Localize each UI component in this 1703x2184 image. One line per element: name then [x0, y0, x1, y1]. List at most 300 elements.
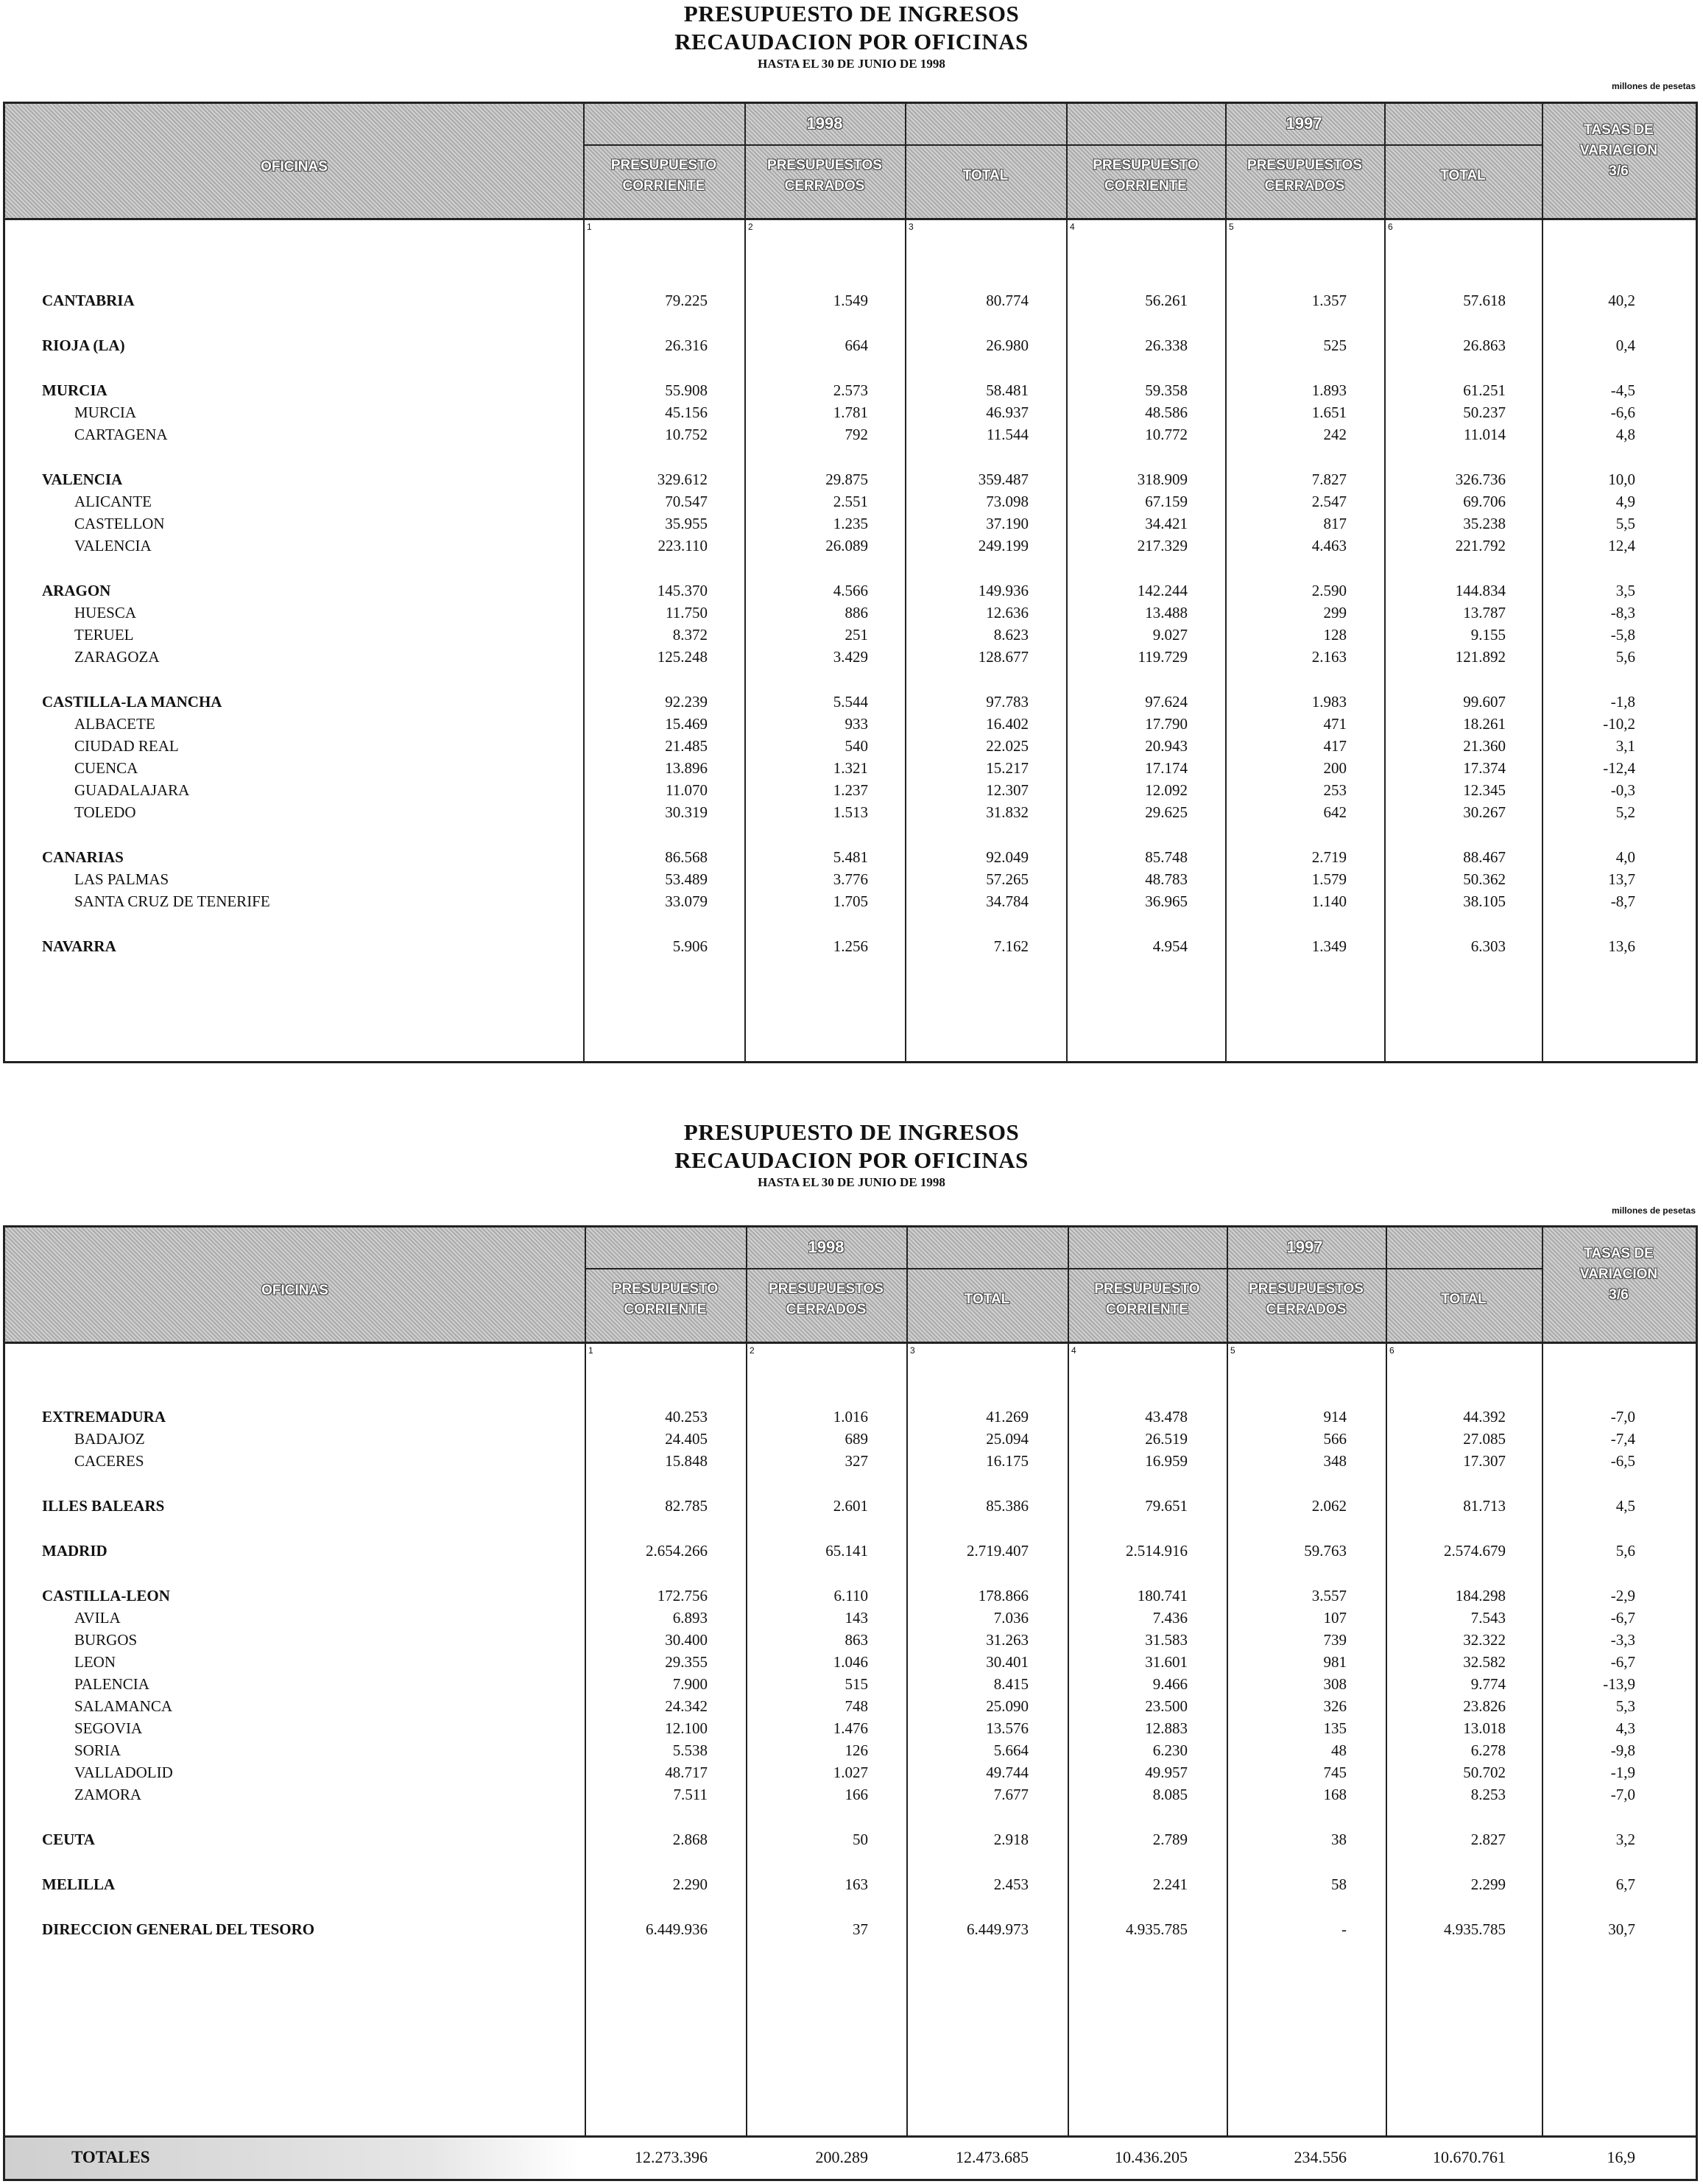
totals-label: TOTALES	[71, 2148, 150, 2166]
table-row	[5, 626, 1696, 648]
cell-value: 1.016	[833, 1408, 868, 1426]
header-year-1998: 1998	[806, 114, 843, 133]
header-year-1997: 1997	[1286, 114, 1322, 133]
header-total-1997: TOTAL	[1440, 168, 1486, 183]
cell-value: -6,6	[1610, 404, 1635, 421]
cell-value: 143	[845, 1609, 868, 1627]
table-row	[5, 870, 1696, 892]
column-number: 6	[1389, 1345, 1395, 1356]
cell-value: -3,3	[1610, 1631, 1635, 1649]
cell-value: 48.586	[1145, 404, 1188, 421]
cell-value: 2.514.916	[1126, 1542, 1188, 1560]
header-total-1998: TOTAL	[964, 1292, 1010, 1307]
office-label: CANARIAS	[42, 848, 124, 866]
office-label: CASTELLON	[74, 515, 165, 532]
column-number: 1	[588, 1345, 593, 1356]
cell-value: 7.827	[1311, 471, 1347, 488]
cell-value: 0,4	[1615, 337, 1635, 354]
office-label: MELILLA	[42, 1875, 116, 1893]
office-label: GUADALAJARA	[74, 781, 190, 799]
cell-value: 145.370	[657, 582, 708, 599]
cell-value: 1.651	[1311, 404, 1347, 421]
cell-value: 6.278	[1470, 1741, 1506, 1759]
cell-value: 1.983	[1311, 693, 1347, 711]
office-label: ARAGON	[42, 582, 111, 599]
cell-value: 12.636	[986, 604, 1029, 621]
table-row	[5, 693, 1696, 715]
table-row	[5, 1653, 1696, 1675]
table-row	[5, 1786, 1696, 1808]
cell-value: -13,9	[1603, 1675, 1635, 1693]
cell-value: 3.557	[1311, 1587, 1347, 1604]
cell-value: 7.900	[672, 1675, 708, 1693]
table-row	[5, 1631, 1696, 1653]
cell-value: 26.338	[1145, 337, 1188, 354]
cell-value: 1.237	[833, 781, 868, 799]
cell-value: 748	[845, 1697, 868, 1715]
cell-value: 249.199	[978, 537, 1029, 554]
office-label: ALBACETE	[74, 715, 155, 733]
cell-value: 79.225	[665, 292, 708, 309]
cell-value: 359.487	[978, 471, 1029, 488]
cell-value: 4.935.785	[1444, 1920, 1506, 1938]
cell-value: 327	[845, 1452, 868, 1470]
cell-value: 15.848	[665, 1452, 708, 1470]
cell-value: 223.110	[657, 537, 708, 554]
cell-value: 3.776	[833, 870, 868, 888]
table-row	[5, 426, 1696, 448]
report-subtitle: RECAUDACION POR OFICINAS	[674, 1147, 1029, 1173]
cell-value: 1.256	[833, 937, 868, 955]
header-presupuestos-cerrados-1998: PRESUPUESTOS CERRADOS	[767, 158, 882, 194]
cell-value: 29.355	[665, 1653, 708, 1671]
cell-value: 30.267	[1463, 803, 1506, 821]
cell-value: -6,7	[1610, 1653, 1635, 1671]
cell-value: 56.261	[1145, 292, 1188, 309]
cell-value: 4,5	[1615, 1497, 1635, 1515]
cell-value: 4,9	[1615, 493, 1635, 510]
column-number: 6	[1388, 222, 1393, 232]
cell-value: 35.238	[1463, 515, 1506, 532]
cell-value: -10,2	[1603, 715, 1635, 733]
cell-value: 1.357	[1311, 292, 1347, 309]
cell-value: 348	[1323, 1452, 1347, 1470]
cell-value: -12,4	[1603, 759, 1635, 777]
office-label: HUESCA	[74, 604, 137, 621]
cell-value: 128	[1323, 626, 1347, 644]
cell-value: -1,9	[1610, 1764, 1635, 1781]
cell-value: 6.230	[1152, 1741, 1188, 1759]
cell-value: 49.744	[986, 1764, 1029, 1781]
cell-value: 81.713	[1463, 1497, 1506, 1515]
cell-value: -7,4	[1610, 1430, 1635, 1448]
cell-value: 739	[1323, 1631, 1347, 1649]
cell-value: 4.954	[1152, 937, 1188, 955]
header-tasas-variacion: TASAS DE VARIACION 3/6	[1579, 122, 1658, 179]
cell-value: 1.579	[1311, 870, 1347, 888]
cell-value: 1.549	[833, 292, 868, 309]
cell-value: 5.664	[993, 1741, 1029, 1759]
cell-value: 2.573	[833, 381, 868, 399]
cell-value: 13.896	[665, 759, 708, 777]
cell-value: 65.141	[825, 1542, 868, 1560]
cell-value: 6.303	[1470, 937, 1506, 955]
cell-value: 30,7	[1608, 1920, 1635, 1938]
cell-value: 26.863	[1463, 337, 1506, 354]
totals-value: 10.670.761	[1433, 2148, 1506, 2166]
table-header	[5, 104, 1696, 220]
table-row	[5, 292, 1696, 314]
cell-value: 29.625	[1145, 803, 1188, 821]
cell-value: 24.342	[665, 1697, 708, 1715]
table-row	[5, 1719, 1696, 1741]
office-label: AVILA	[74, 1609, 121, 1627]
cell-value: 11.544	[987, 426, 1029, 443]
office-label: ALICANTE	[74, 493, 152, 510]
column-number: 1	[587, 222, 592, 232]
cell-value: 24.405	[665, 1430, 708, 1448]
cell-value: 121.892	[1455, 648, 1506, 666]
cell-value: 792	[845, 426, 868, 443]
header-presupuesto-corriente-1997: PRESUPUESTO CORRIENTE	[1093, 158, 1199, 194]
office-label: CUENCA	[74, 759, 138, 777]
cell-value: 9.155	[1470, 626, 1506, 644]
cell-value: 3,2	[1615, 1831, 1635, 1848]
totals-value: 12.273.396	[635, 2148, 708, 2166]
cell-value: 125.248	[657, 648, 708, 666]
cell-value: 17.790	[1145, 715, 1188, 733]
cell-value: 33.079	[665, 892, 708, 910]
table-row	[5, 937, 1696, 959]
cell-value: 41.269	[986, 1408, 1029, 1426]
cell-value: 417	[1323, 737, 1347, 755]
cell-value: 38	[1331, 1831, 1347, 1848]
table-row	[5, 1542, 1696, 1564]
cell-value: 26.316	[665, 337, 708, 354]
cell-value: 2.241	[1152, 1875, 1188, 1893]
cell-value: 4,3	[1615, 1719, 1635, 1737]
table-row	[5, 781, 1696, 803]
cell-value: 31.832	[986, 803, 1029, 821]
cell-value: -9,8	[1610, 1741, 1635, 1759]
cell-value: 23.500	[1145, 1697, 1188, 1715]
cell-value: -0,3	[1610, 781, 1635, 799]
cell-value: 17.307	[1463, 1452, 1506, 1470]
cell-value: 10,0	[1608, 471, 1635, 488]
office-label: SORIA	[74, 1741, 121, 1759]
office-label: VALLADOLID	[74, 1764, 173, 1781]
table-header	[5, 1227, 1696, 1344]
cell-value: 1.321	[833, 759, 868, 777]
cell-value: 97.783	[986, 693, 1029, 711]
table-row	[5, 1675, 1696, 1697]
cell-value: 40.253	[665, 1408, 708, 1426]
cell-value: 4.463	[1311, 537, 1347, 554]
cell-value: -1,8	[1610, 693, 1635, 711]
cell-value: 40,2	[1608, 292, 1635, 309]
table-row	[5, 1609, 1696, 1631]
cell-value: 5.538	[672, 1741, 708, 1759]
cell-value: 664	[845, 337, 868, 354]
cell-value: 8.085	[1152, 1786, 1188, 1803]
cell-value: 10.772	[1145, 426, 1188, 443]
cell-value: 5,6	[1615, 648, 1635, 666]
cell-value: 37.190	[986, 515, 1029, 532]
cell-value: 1.027	[833, 1764, 868, 1781]
report-date: HASTA EL 30 DE JUNIO DE 1998	[758, 57, 945, 71]
totals-value: 200.289	[815, 2148, 868, 2166]
cell-value: 163	[845, 1875, 868, 1893]
cell-value: 26.089	[825, 537, 868, 554]
table-row	[5, 759, 1696, 781]
cell-value: 2.574.679	[1444, 1542, 1506, 1560]
cell-value: 12.345	[1463, 781, 1506, 799]
cell-value: -8,7	[1610, 892, 1635, 910]
cell-value: 1.046	[833, 1653, 868, 1671]
office-label: SANTA CRUZ DE TENERIFE	[74, 892, 270, 910]
cell-value: 2.868	[672, 1831, 708, 1848]
cell-value: 36.965	[1145, 892, 1188, 910]
cell-value: 26.519	[1145, 1430, 1188, 1448]
cell-value: 6,7	[1615, 1875, 1635, 1893]
cell-value: 30.319	[665, 803, 708, 821]
office-label: ZARAGOZA	[74, 648, 160, 666]
cell-value: 253	[1323, 781, 1347, 799]
table-row	[5, 1430, 1696, 1452]
cell-value: 1.140	[1311, 892, 1347, 910]
header-presupuestos-cerrados-1998: PRESUPUESTOS CERRADOS	[769, 1281, 884, 1317]
cell-value: 2.299	[1470, 1875, 1506, 1893]
header-year-1997: 1997	[1286, 1238, 1323, 1256]
table-row	[5, 1587, 1696, 1609]
cell-value: 6.110	[833, 1587, 868, 1604]
cell-value: 172.756	[657, 1587, 708, 1604]
table-row	[5, 803, 1696, 825]
table-row	[5, 493, 1696, 515]
cell-value: 12,4	[1608, 537, 1635, 554]
header-presupuestos-cerrados-1997: PRESUPUESTOS CERRADOS	[1249, 1281, 1364, 1317]
cell-value: 50.362	[1463, 870, 1506, 888]
cell-value: 34.421	[1145, 515, 1188, 532]
revenue-table	[3, 1225, 1698, 2181]
cell-value: 1.235	[833, 515, 868, 532]
cell-value: 31.263	[986, 1631, 1029, 1649]
column-number: 4	[1071, 1345, 1076, 1356]
cell-value: 92.239	[665, 693, 708, 711]
cell-value: 50	[853, 1831, 868, 1848]
cell-value: 32.322	[1463, 1631, 1506, 1649]
cell-value: 4.935.785	[1126, 1920, 1188, 1938]
office-label: CASTILLA-LA MANCHA	[42, 693, 222, 711]
cell-value: 2.547	[1311, 493, 1347, 510]
cell-value: 12.092	[1145, 781, 1188, 799]
cell-value: 149.936	[978, 582, 1029, 599]
cell-value: 12.100	[665, 1719, 708, 1737]
cell-value: 9.774	[1470, 1675, 1506, 1693]
table-row	[5, 1697, 1696, 1719]
office-label: RIOJA (LA)	[42, 337, 125, 354]
cell-value: 7.036	[993, 1609, 1029, 1627]
cell-value: 29.875	[825, 471, 868, 488]
cell-value: 5,2	[1615, 803, 1635, 821]
cell-value: 128.677	[978, 648, 1029, 666]
cell-value: 7.543	[1470, 1609, 1506, 1627]
report-date: HASTA EL 30 DE JUNIO DE 1998	[758, 1175, 945, 1189]
cell-value: 16.959	[1145, 1452, 1188, 1470]
table-row	[5, 471, 1696, 493]
column-number: 3	[910, 1345, 915, 1356]
cell-value: 1.705	[833, 892, 868, 910]
cell-value: 48.783	[1145, 870, 1188, 888]
cell-value: 5,6	[1615, 1542, 1635, 1560]
cell-value: 88.467	[1463, 848, 1506, 866]
cell-value: 326.736	[1455, 471, 1506, 488]
table-row	[5, 1920, 1696, 1942]
office-label: MURCIA	[42, 381, 107, 399]
report-title: PRESUPUESTO DE INGRESOS	[683, 1, 1020, 27]
sheet-2-title-block	[0, 1119, 1703, 1191]
cell-value: 11.070	[666, 781, 708, 799]
cell-value: 48	[1331, 1741, 1347, 1759]
table-row	[5, 381, 1696, 404]
cell-value: 16.402	[986, 715, 1029, 733]
cell-value: 82.785	[665, 1497, 708, 1515]
office-label: DIRECCION GENERAL DEL TESORO	[42, 1920, 315, 1938]
totals-value: 12.473.685	[956, 2148, 1029, 2166]
totals-value: 10.436.205	[1115, 2148, 1188, 2166]
cell-value: 25.090	[986, 1697, 1029, 1715]
cell-value: 48.717	[665, 1764, 708, 1781]
cell-value: -5,8	[1610, 626, 1635, 644]
header-oficinas: OFICINAS	[261, 159, 328, 175]
table-row	[5, 892, 1696, 915]
office-label: SALAMANCA	[74, 1697, 173, 1715]
cell-value: 184.298	[1455, 1587, 1506, 1604]
table-row	[5, 648, 1696, 670]
cell-value: 53.489	[665, 870, 708, 888]
cell-value: 178.866	[978, 1587, 1029, 1604]
cell-value: -6,7	[1610, 1609, 1635, 1627]
cell-value: 15.217	[986, 759, 1029, 777]
office-label: EXTREMADURA	[42, 1408, 166, 1426]
cell-value: 10.752	[665, 426, 708, 443]
table-row	[5, 1408, 1696, 1430]
cell-value: 13.576	[986, 1719, 1029, 1737]
cell-value: 21.360	[1463, 737, 1506, 755]
table-row	[5, 715, 1696, 737]
office-label: VALENCIA	[42, 471, 123, 488]
cell-value: -8,3	[1610, 604, 1635, 621]
cell-value: 2.290	[672, 1875, 708, 1893]
table-row	[5, 1452, 1696, 1474]
cell-value: 38.105	[1463, 892, 1506, 910]
sheet-1-title-block	[0, 0, 1703, 72]
office-label: MADRID	[42, 1542, 107, 1560]
cell-value: 85.748	[1145, 848, 1188, 866]
cell-value: 61.251	[1463, 381, 1506, 399]
cell-value: 144.834	[1455, 582, 1506, 599]
cell-value: 34.784	[986, 892, 1029, 910]
office-label: TOLEDO	[74, 803, 136, 821]
cell-value: 2.719	[1311, 848, 1347, 866]
cell-value: 12.307	[986, 781, 1029, 799]
cell-value: 2.654.266	[646, 1542, 708, 1560]
cell-value: 67.159	[1145, 493, 1188, 510]
cell-value: 11.750	[666, 604, 708, 621]
cell-value: 45.156	[665, 404, 708, 421]
cell-value: 6.449.973	[967, 1920, 1029, 1938]
cell-value: 49.957	[1145, 1764, 1188, 1781]
table-row	[5, 848, 1696, 870]
cell-value: 11.014	[1464, 426, 1506, 443]
cell-value: 318.909	[1137, 471, 1188, 488]
office-label: ZAMORA	[74, 1786, 142, 1803]
column-number: 4	[1070, 222, 1075, 232]
column-number: 5	[1229, 222, 1234, 232]
cell-value: 1.349	[1311, 937, 1347, 955]
cell-value: 1.781	[833, 404, 868, 421]
cell-value: 566	[1323, 1430, 1347, 1448]
cell-value: 4,0	[1615, 848, 1635, 866]
cell-value: 251	[845, 626, 868, 644]
cell-value: 18.261	[1463, 715, 1506, 733]
cell-value: 2.062	[1311, 1497, 1347, 1515]
cell-value: 981	[1323, 1653, 1347, 1671]
header-presupuestos-cerrados-1997: PRESUPUESTOS CERRADOS	[1247, 158, 1362, 194]
table-row	[5, 1741, 1696, 1764]
table-row	[5, 1497, 1696, 1519]
header-year-1998: 1998	[808, 1238, 845, 1256]
cell-value: 85.386	[986, 1497, 1029, 1515]
report-title: PRESUPUESTO DE INGRESOS	[683, 1119, 1020, 1145]
table-row	[5, 1875, 1696, 1898]
cell-value: 92.049	[986, 848, 1029, 866]
cell-value: 2.590	[1311, 582, 1347, 599]
cell-value: 242	[1323, 426, 1347, 443]
cell-value: 9.466	[1152, 1675, 1188, 1693]
cell-value: 1.893	[1311, 381, 1347, 399]
cell-value: 32.582	[1463, 1653, 1506, 1671]
cell-value: 20.943	[1145, 737, 1188, 755]
cell-value: 2.601	[833, 1497, 868, 1515]
table-row	[5, 404, 1696, 426]
cell-value: 13,6	[1608, 937, 1635, 955]
cell-value: 308	[1323, 1675, 1347, 1693]
office-label: CARTAGENA	[74, 426, 168, 443]
header-oficinas: OFICINAS	[261, 1283, 328, 1298]
cell-value: 31.583	[1145, 1631, 1188, 1649]
cell-value: 8.623	[993, 626, 1029, 644]
cell-value: 37	[853, 1920, 868, 1938]
cell-value: 59.763	[1304, 1542, 1347, 1560]
cell-value: 79.651	[1145, 1497, 1188, 1515]
cell-value: 525	[1323, 337, 1347, 354]
cell-value: 22.025	[986, 737, 1029, 755]
table-row	[5, 737, 1696, 759]
office-label: BURGOS	[74, 1631, 138, 1649]
cell-value: 1.476	[833, 1719, 868, 1737]
cell-value: 2.827	[1470, 1831, 1506, 1848]
cell-value: 1.513	[833, 803, 868, 821]
cell-value: 217.329	[1137, 537, 1188, 554]
office-label: LEON	[74, 1653, 116, 1671]
office-label: CACERES	[74, 1452, 144, 1470]
cell-value: -7,0	[1610, 1786, 1635, 1803]
cell-value: 30.401	[986, 1653, 1029, 1671]
cell-value: 27.085	[1463, 1430, 1506, 1448]
cell-value: 15.469	[665, 715, 708, 733]
cell-value: 46.937	[986, 404, 1029, 421]
